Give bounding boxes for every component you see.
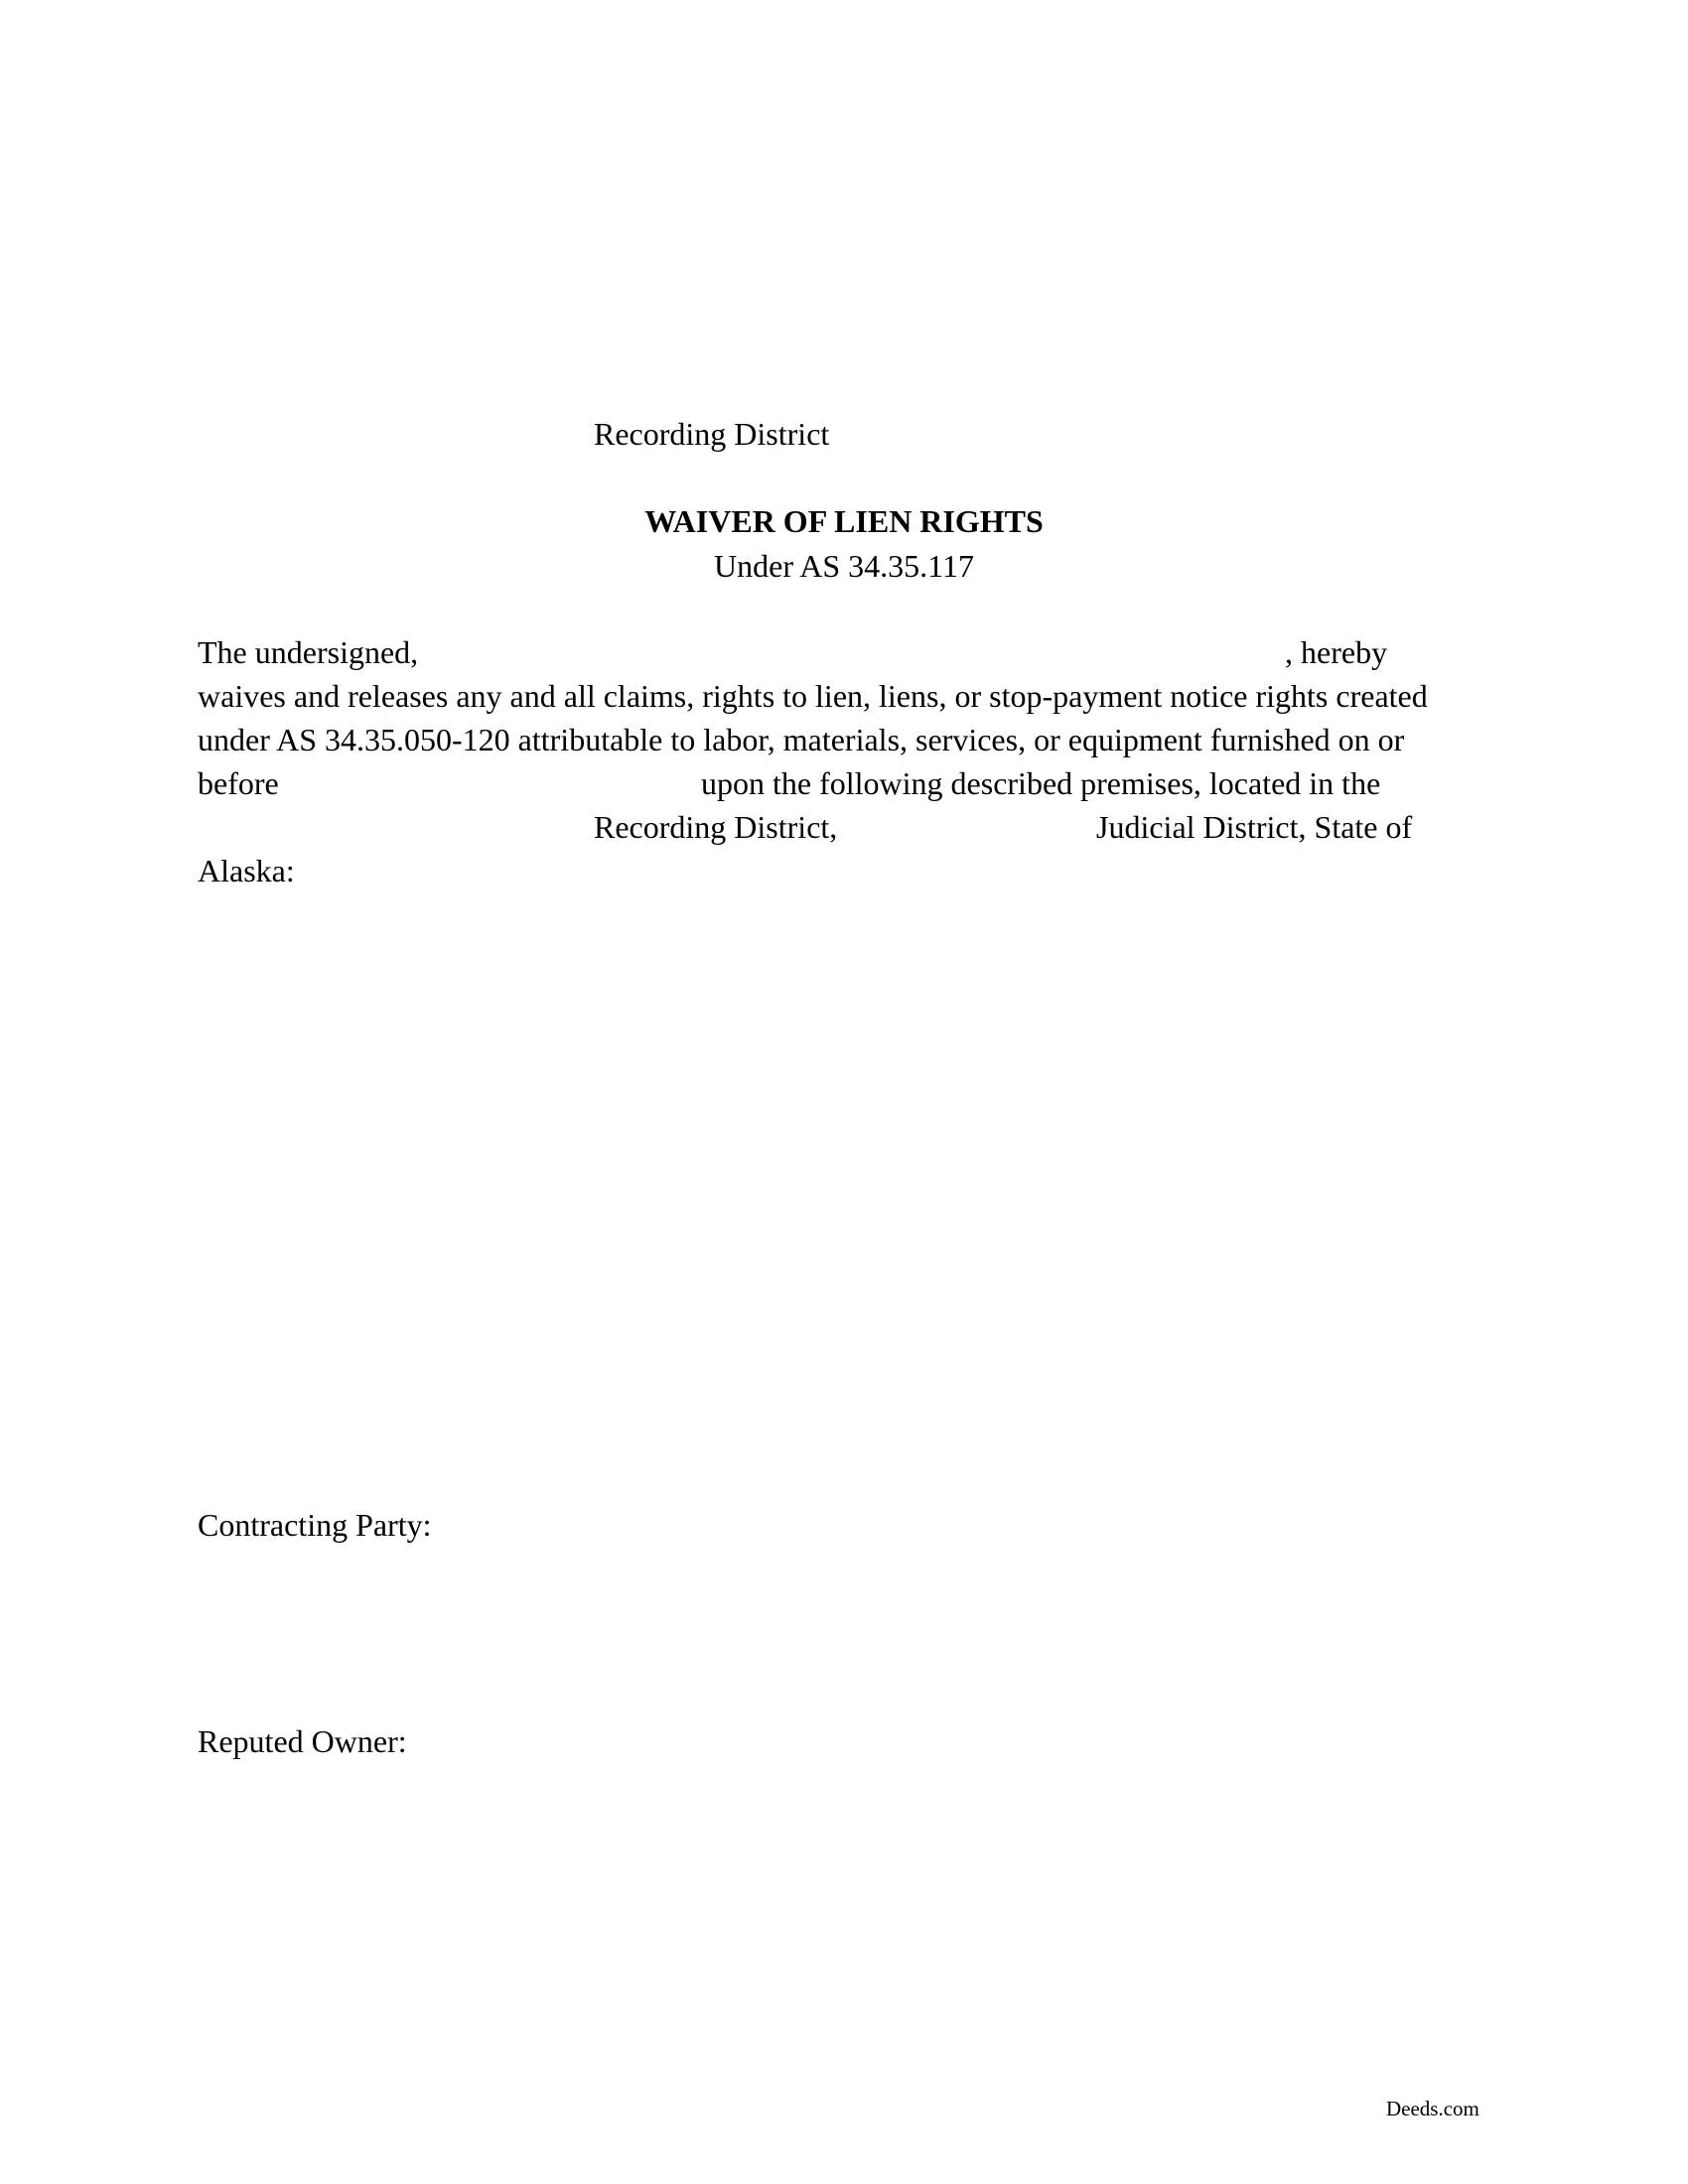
body-line4-end: upon the following described premises, located in the <box>701 765 1381 801</box>
body-line5-recording-district: Recording District, <box>594 809 838 845</box>
header-recording-district: Recording District <box>594 416 830 452</box>
body-line4-start: before <box>198 765 279 801</box>
body-line1-start: The undersigned, <box>198 634 419 670</box>
body-line1-end: , hereby <box>1285 634 1388 670</box>
reputed-owner-label: Reputed Owner: <box>198 1723 407 1759</box>
body-line2: waives and releases any and all claims, rights to lien, liens, or stop-payment notice rights created <box>198 678 1428 714</box>
document-title: WAIVER OF LIEN RIGHTS <box>644 503 1044 539</box>
body-line3: under AS 34.35.050-120 attributable to labor, materials, services, or equipment furnished on or <box>198 722 1405 757</box>
footer-brand: Deeds.com <box>1386 2097 1479 2120</box>
body-line5-judicial-district: Judicial District, State of <box>1096 809 1413 845</box>
contracting-party-label: Contracting Party: <box>198 1507 432 1543</box>
body-line6: Alaska: <box>198 853 295 888</box>
document-subtitle: Under AS 34.35.117 <box>714 548 974 584</box>
